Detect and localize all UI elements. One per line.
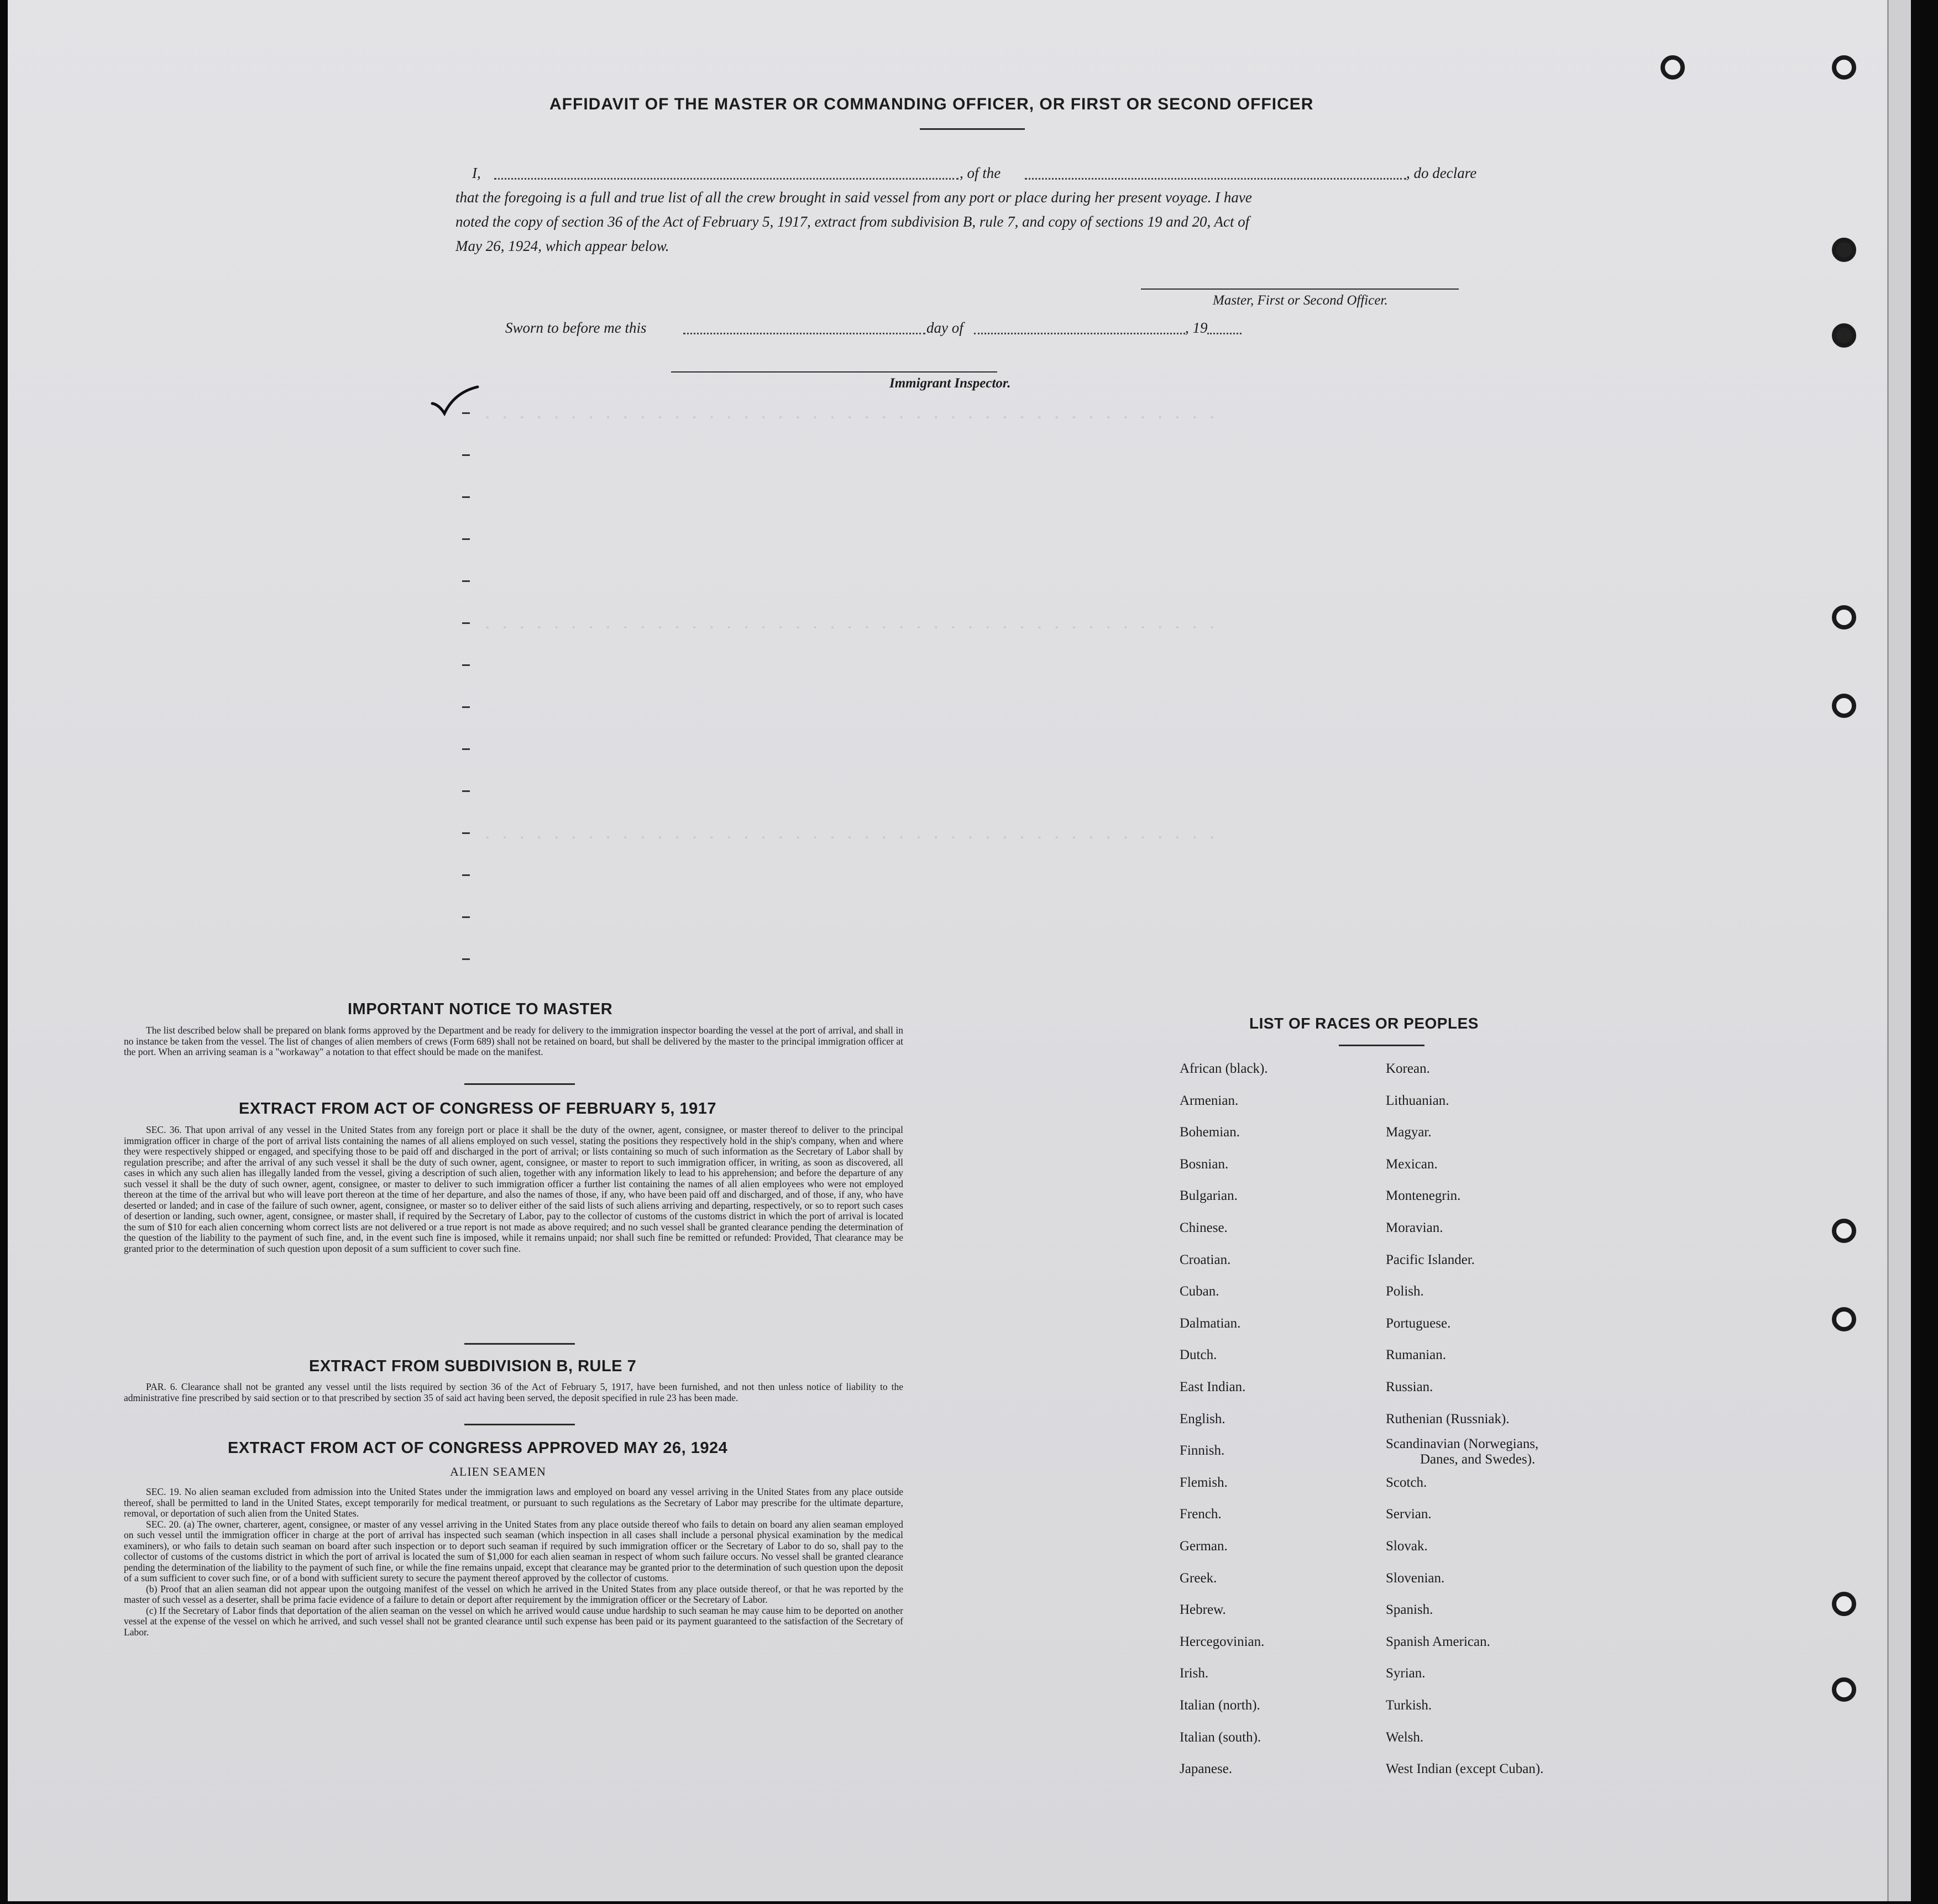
row-dash [462, 622, 470, 624]
binder-hole [1832, 1219, 1856, 1243]
race-item: Hebrew. [1180, 1602, 1226, 1618]
binder-hole [1832, 1592, 1856, 1616]
race-item: Lithuanian. [1386, 1093, 1449, 1108]
divider [464, 1083, 575, 1085]
rule7-text [124, 1382, 903, 1403]
row-dash [462, 454, 470, 456]
race-item: Croatian. [1180, 1252, 1231, 1267]
race-item: German. [1180, 1539, 1228, 1554]
rule7-paragraph: PAR. 6. Clearance shall not be granted any vessel until the lists required by section 36 of the Act of February 5, 1917, have been furnished, and not then unless notice of liability to the administrative fine prescribed by said section or to that prescribed by section 35 of said act having been served, the deposit specified in rule 23 has been made. [124, 1381, 903, 1403]
master-caption: Master, First or Second Officer. [1213, 293, 1388, 308]
race-item: Flemish. [1180, 1475, 1228, 1490]
row-dash [462, 664, 470, 666]
sworn-year: , 19 [1185, 319, 1208, 336]
race-item: English. [1180, 1411, 1225, 1426]
race-item: Dalmatian. [1180, 1315, 1241, 1331]
affidavit-line3: noted the copy of section 36 of the Act of February 5, 1917, extract from subdivision B, rule 7, and copy of sections 19 and 20, Act of [455, 213, 1250, 230]
act1917-paragraph: SEC. 36. That upon arrival of any vessel in the United States from any foreign port or place it shall be the duty of the owner, agent, consignee, or master thereof to deliver to the principal immigration officer in charge of the port of arrival lists containing the names of all aliens employed on such vessel, stating the positions they respectively hold in the ship's company, when and where they were respectively shipped or engaged, and specifying those to be paid off and discharged in the port of arrival; or lists containing so much of such information as the Secretary of Labor shall by regulation prescribe; and after the arrival of any such vessel it shall be the duty of such owner, agent, consignee, or master to report to such immigration officer, in writing, as soon as discovered, all cases in which any such alien has illegally landed from the vessel, giving a description of such alien, together with any information likely to lead to his apprehension; and before the departure of any such vessel it shall be the duty of such owner, agent, consignee, or master to deliver to such immigration officer a further list containing the names of all alien employees who were not employed thereon at the time of the arrival but who will leave port thereon at the time of her departure, and also the names of those, if any, who have been paid off and discharged, and of those, if any, who have deserted or landed; and in case of the failure of such owner, agent, consignee, or master so to deliver either of the said lists of such aliens arriving and departing, respectively, or so to report such cases of desertion or landing, such owner, agent, consignee, or master shall, if required by the Secretary of Labor, pay to the collector of customs of the customs district in which the port of arrival is located the sum of $10 for each alien concerning whom correct lists are not delivered or a true report is not made as above required; and no such vessel shall be granted clearance pending the determination of the question of the liability to the payment of such fine, and, in the event such fine is imposed, while it remains unpaid; nor shall such fine be remitted or refunded: Provided, That clearance may be granted prior to the determination of such question upon deposit of a sum sufficient to cover such fine. [124, 1124, 903, 1254]
affidavit-line4: May 26, 1924, which appear below. [455, 238, 669, 254]
row-dash [462, 916, 470, 918]
race-item: Finnish. [1180, 1443, 1225, 1459]
race-item: Magyar. [1386, 1125, 1432, 1140]
race-item: East Indian. [1180, 1380, 1246, 1394]
divider [464, 1424, 575, 1425]
binder-hole [1832, 323, 1856, 348]
race-item: Bosnian. [1180, 1156, 1229, 1172]
row-dash [462, 412, 470, 414]
document-page [8, 0, 1890, 1901]
binder-hole [1832, 55, 1856, 80]
affidavit-of: , of the [960, 165, 1001, 181]
row-dash [462, 748, 470, 750]
affidavit-title: AFFIDAVIT OF THE MASTER OR COMMANDING OFFICER, OR FIRST OR SECOND OFFICER [549, 95, 1314, 113]
race-item: Bohemian. [1180, 1125, 1240, 1140]
divider [464, 1343, 575, 1345]
act1924-heading: EXTRACT FROM ACT OF CONGRESS APPROVED MAY 26, 1924 [228, 1439, 728, 1457]
race-item: Irish. [1180, 1666, 1209, 1681]
act1924-text [124, 1487, 903, 1638]
race-item: Portuguese. [1386, 1315, 1451, 1331]
page-edge [1887, 0, 1911, 1901]
race-item: Armenian. [1180, 1093, 1239, 1108]
sworn-month-blank[interactable] [974, 333, 1185, 334]
sec20c-paragraph: (c) If the Secretary of Labor finds that deportation of the alien seaman on the vessel on which he arrived would cause undue hardship to such seaman he may cause him to be deported on another vessel at the expense of the vessel on which he arrived, and such vessel shall not be granted clearance until such expense has been paid or its payment guaranteed to the satisfaction of the Secretary of Labor. [124, 1604, 903, 1638]
act1924-subheading: ALIEN SEAMEN [450, 1465, 546, 1478]
race-item: Welsh. [1386, 1729, 1424, 1745]
row-dash [462, 832, 470, 834]
sworn-day-blank[interactable] [683, 333, 925, 334]
rule7-heading: EXTRACT FROM SUBDIVISION B, RULE 7 [309, 1357, 637, 1375]
affidavit-line2: that the foregoing is a full and true list of all the crew brought in said vessel from any port or place during her present voyage. I have [455, 189, 1252, 206]
row-dash [462, 538, 470, 540]
race-item: Italian (north). [1180, 1698, 1260, 1713]
race-item: Spanish. [1386, 1602, 1433, 1618]
act1917-text [124, 1125, 903, 1254]
master-signature-line [1141, 289, 1459, 290]
race-item: Hercegovinian. [1180, 1634, 1265, 1649]
name-blank[interactable] [494, 178, 958, 180]
binder-hole [1832, 694, 1856, 718]
race-item: Dutch. [1180, 1347, 1217, 1363]
race-item: Syrian. [1386, 1666, 1426, 1681]
row-dash [462, 580, 470, 582]
race-item: Turkish. [1386, 1698, 1432, 1713]
check-mark-icon [428, 381, 494, 420]
race-item: French. [1180, 1507, 1222, 1522]
bleed-through-text: . . . . . . . . . . . . . . . . . . . . . . . . . . . . . . . . . . . . . . . . . . . [483, 406, 1217, 423]
race-item: Servian. [1386, 1507, 1432, 1522]
bleed-through-text: . . . . . . . . . . . . . . . . . . . . . . . . . . . . . . . . . . . . . . . . . . . [483, 616, 1217, 633]
races-heading: LIST OF RACES OR PEOPLES [1249, 1015, 1479, 1032]
race-item: Scotch. [1386, 1475, 1427, 1490]
affidavit-declare: , do declare [1406, 165, 1477, 181]
sworn-year-blank[interactable] [1207, 333, 1242, 334]
title-underline [920, 128, 1025, 130]
binder-hole [1832, 605, 1856, 630]
row-dash [462, 496, 470, 498]
race-item: Pacific Islander. [1386, 1252, 1475, 1267]
race-item: Polish. [1386, 1284, 1424, 1299]
race-item: Moravian. [1386, 1220, 1443, 1235]
act1917-heading: EXTRACT FROM ACT OF CONGRESS OF FEBRUARY 5, 1917 [239, 1100, 717, 1118]
race-item: Bulgarian. [1180, 1188, 1238, 1204]
race-item: West Indian (except Cuban). [1386, 1761, 1544, 1777]
row-dash [462, 874, 470, 876]
bleed-through-text: . . . . . . . . . . . . . . . . . . . . . . . . . . . . . . . . . . . . . . . . . . . [483, 826, 1217, 843]
inspector-signature-line [671, 371, 997, 373]
sworn-dayof: day of [926, 319, 963, 336]
sec19-paragraph: SEC. 19. No alien seaman excluded from admission into the United States under the immigration laws and employed on board any vessel arriving in the United States from any place outside thereof, shall be permitted to land in the United States, except temporarily for medical treatment, or pursuant to such regulations as the Secretary of Labor may prescribe for the ultimate departure, removal, or deportation of such alien from the United States. [124, 1486, 903, 1519]
race-item: Japanese. [1180, 1761, 1233, 1777]
notice-text [124, 1025, 903, 1058]
binder-hole [1832, 1307, 1856, 1331]
sec20b-paragraph: (b) Proof that an alien seaman did not appear upon the outgoing manifest of the vessel on which he arrived in the United States from any place outside thereof, or that he was reported by the master of such vessel as a deserter, shall be prima facie evidence of a failure to detain or deport after requirement by the immigration officer or the Secretary of Labor. [124, 1583, 903, 1605]
race-item: Slovak. [1386, 1539, 1428, 1554]
race-item: Mexican. [1386, 1156, 1438, 1172]
race-item: Greek. [1180, 1570, 1217, 1586]
binder-hole [1832, 1677, 1856, 1702]
sworn-text: Sworn to before me this [505, 319, 647, 336]
race-item: African (black). [1180, 1061, 1268, 1076]
affidavit-i: I, [472, 165, 481, 181]
race-item: Rumanian. [1386, 1347, 1447, 1363]
notice-paragraph: The list described below shall be prepared on blank forms approved by the Department and be ready for delivery to the immigration inspector boarding the vessel at the port of arrival, and shall in no instance be taken from the vessel. The list of changes of alien members of crews (Form 689) shall not be retained on board, but shall be delivered by the master to the principal immigration officer at the port. When an arriving seaman is a "workaway" a notation to that effect should be made on the manifest. [124, 1025, 903, 1057]
inspector-caption: Immigrant Inspector. [889, 376, 1011, 391]
binder-hole [1661, 55, 1685, 80]
binder-hole [1832, 238, 1856, 262]
race-item: Cuban. [1180, 1284, 1219, 1299]
race-item: Scandinavian (Norwegians, [1386, 1436, 1539, 1452]
race-item: Chinese. [1180, 1220, 1228, 1235]
race-item: Ruthenian (Russniak). [1386, 1411, 1510, 1426]
sec20a-paragraph: SEC. 20. (a) The owner, charterer, agent, consignee, or master of any vessel arriving in the United States from any place outside thereof who fails to detain on board any alien seaman employed on such vessel until the immigration officer in charge at the port of arrival has inspected such seaman (which inspection in all cases shall include a personal physical examination by the medical examiners), or who fails to detain such seaman on board after such inspection or to deport such seaman if required by such immigration officer or the Secretary of Labor to do so, shall pay to the collector of customs of the customs district in which the port of arrival is located the sum of $1,000 for each alien seaman in respect of whom such failure occurs. No vessel shall be granted clearance pending the determination of the liability to the payment of such fine, or while the fine remains unpaid, except that clearance may be granted prior to the determination of such question upon the deposit of a sum sufficient to cover such fine, or of a bond with sufficient surety to secure the payment thereof approved by the collector of customs. [124, 1518, 903, 1583]
race-item: Russian. [1386, 1380, 1433, 1394]
divider [1339, 1045, 1424, 1046]
race-item: Korean. [1386, 1061, 1430, 1076]
row-dash [462, 958, 470, 960]
row-dash [462, 790, 470, 792]
race-item-continuation: Danes, and Swedes). [1420, 1452, 1536, 1467]
vessel-blank[interactable] [1025, 178, 1406, 180]
race-item: Montenegrin. [1386, 1188, 1461, 1204]
race-item: Spanish American. [1386, 1634, 1490, 1649]
row-dash [462, 706, 470, 708]
notice-heading: IMPORTANT NOTICE TO MASTER [348, 1000, 613, 1018]
race-item: Italian (south). [1180, 1729, 1261, 1745]
race-item: Slovenian. [1386, 1570, 1445, 1586]
